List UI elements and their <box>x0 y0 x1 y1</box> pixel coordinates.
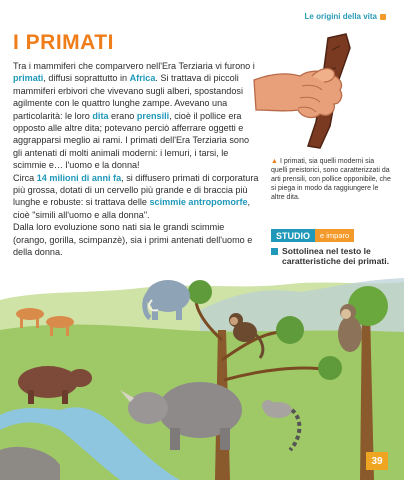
highlighted-term: primati <box>13 73 44 84</box>
caption-pointer-icon: ▲ <box>271 158 278 165</box>
paragraph-3 <box>13 221 259 258</box>
highlighted-term: dita <box>92 110 109 121</box>
chapter-header <box>305 12 386 21</box>
study-badge-sublabel: e imparo <box>315 229 354 242</box>
chapter-title: Le origini della vita <box>304 12 377 21</box>
text-run: . Si trattava di piccoli mammiferi erbivori che vivevano sugli alberi, spostandosi agilmente con le quattro lunghe zampe. Avevano una particolarità: le loro <box>13 73 243 121</box>
highlighted-term: Africa <box>129 73 156 84</box>
hand-branch-illustration <box>250 30 382 150</box>
study-badge <box>271 229 395 242</box>
prehistoric-landscape-illustration <box>0 270 404 480</box>
body-text <box>13 60 259 259</box>
highlighted-term: prensili <box>136 110 170 121</box>
text-run: Circa <box>13 172 37 183</box>
text-run: , cioè "simili all'uomo e alla donna". <box>13 197 251 220</box>
text-run: , si diffusero primati di corporatura più grossa, dotati di un cervello più grande e di braccia più lunghe e robuste: si trattava delle <box>13 172 259 208</box>
task-square-icon <box>271 248 278 255</box>
page-number: 39 <box>366 452 388 470</box>
text-run: Dalla loro evoluzione sono nati sia le grandi scimmie (orango, gorilla, scimpanzè), sia i primi antenati dell'uomo e della donna. <box>13 222 253 258</box>
text-run: erano <box>108 110 137 121</box>
highlighted-term: scimmie antropomorfe <box>149 197 248 208</box>
text-run: , diffusi soprattutto in <box>43 73 130 84</box>
illustration-caption <box>271 157 391 202</box>
highlighted-term: 14 milioni di anni fa <box>36 172 122 183</box>
page-title: I PRIMATI <box>13 31 114 54</box>
study-box <box>271 229 395 266</box>
study-task-text: Sottolinea nel testo le caratteristiche dei primati. <box>282 246 389 266</box>
paragraph-2 <box>13 172 259 222</box>
caption-text: I primati, sia quelli moderni sia quelli preistorici, sono caratterizzati da arti prensili, con pollice opponibile, che si piega in modo da raggiungere le altre dita. <box>271 158 391 201</box>
study-task <box>271 246 395 266</box>
paragraph-1 <box>13 60 259 172</box>
text-run: Tra i mammiferi che comparvero nell'Era Terziaria vi furono i <box>13 61 255 71</box>
chapter-square-icon <box>380 14 386 20</box>
study-badge-label: STUDIO <box>271 229 315 242</box>
text-run: , cioè il pollice era opposto alle altre dita; potevano perciò afferrare oggetti e aggrapparsi meglio ai rami. I primati dell'Era Terziaria sono gli antenati di molti animali moderni: i lemuri, i tarsi, le scimmie e… l'uomo e la donna! <box>13 110 250 171</box>
